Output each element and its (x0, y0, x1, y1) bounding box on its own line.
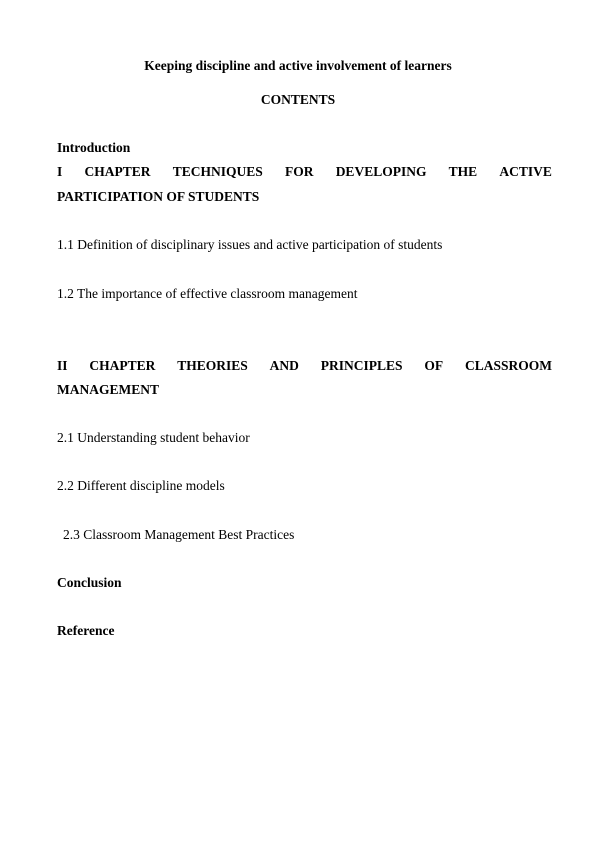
toc-section-2-3: 2.3 Classroom Management Best Practices (63, 527, 295, 542)
chapter1-word: TECHNIQUES (172, 164, 263, 179)
chapter1-word: FOR (284, 164, 314, 179)
chapter2-word: CHAPTER (89, 358, 156, 373)
contents-heading: CONTENTS (260, 92, 336, 107)
chapter2-heading-line1 (57, 358, 552, 374)
toc-reference: Reference (57, 623, 115, 638)
chapter2-word: THEORIES (177, 358, 248, 373)
chapter2-word: AND (269, 358, 299, 373)
chapter1-word: ACTIVE (499, 164, 552, 179)
chapter2-word: OF (424, 358, 444, 373)
toc-introduction: Introduction (57, 140, 131, 155)
chapter1-word: I (57, 164, 63, 179)
chapter1-word: DEVELOPING (335, 164, 427, 179)
toc-conclusion: Conclusion (57, 575, 122, 590)
toc-section-1-1: 1.1 Definition of disciplinary issues and active participation of students (57, 237, 443, 252)
document-title: Keeping discipline and active involvement of learners (144, 58, 452, 73)
chapter2-word: II (57, 358, 68, 373)
toc-section-2-1: 2.1 Understanding student behavior (57, 430, 250, 445)
chapter1-heading-line2: PARTICIPATION OF STUDENTS (57, 189, 260, 204)
toc-section-1-2: 1.2 The importance of effective classroom management (57, 286, 358, 301)
chapter1-word: CHAPTER (84, 164, 151, 179)
chapter2-word: PRINCIPLES (320, 358, 403, 373)
chapter1-word: THE (448, 164, 478, 179)
chapter2-heading-line2: MANAGEMENT (57, 382, 159, 397)
chapter2-word: CLASSROOM (464, 358, 552, 373)
toc-section-2-2: 2.2 Different discipline models (57, 478, 225, 493)
chapter1-heading-line1 (57, 164, 552, 180)
